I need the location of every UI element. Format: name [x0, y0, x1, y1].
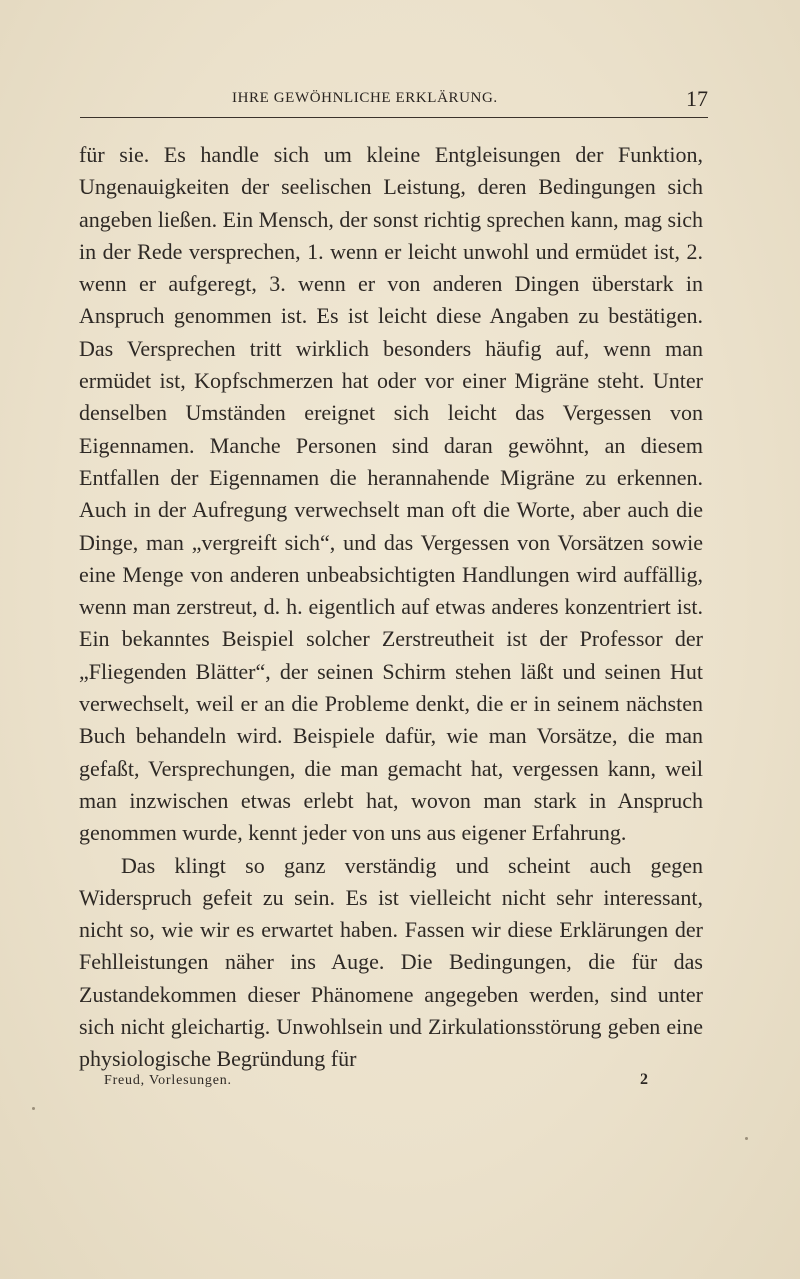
signature-number: 2: [640, 1071, 648, 1088]
printer-signature: Freud, Vorlesungen.: [104, 1073, 232, 1088]
paragraph-2: Das klingt so ganz verständig und scheint auch gegen Widerspruch gefeit zu sein. Es ist vielleicht nicht sehr interessant, nicht so, wie wir es erwartet haben. Fassen wir diese Erklärungen der Fehlleistungen näher ins Auge. Die Bedingungen, die für das Zustandekommen dieser Phänomene angegeben werden, sind unter sich nicht gleichartig. Unwohlsein und Zirkulationsstörung geben eine physiologische Begründung für: [79, 852, 703, 1072]
page-number: 17: [686, 86, 708, 111]
running-head: [80, 88, 708, 114]
body-text: [79, 139, 703, 1076]
paper-speck: [745, 1137, 748, 1140]
header-rule: [80, 117, 708, 118]
footer: [104, 1071, 648, 1093]
paper-speck: [32, 1107, 35, 1110]
paragraph-1: für sie. Es handle sich um kleine Entgleisungen der Funktion, Ungenauigkeiten der seelischen Leistung, deren Bedingungen sich angeben ließen. Ein Mensch, der sonst richtig sprechen kann, mag sich in der Rede versprechen, 1. wenn er leicht unwohl und ermüdet ist, 2. wenn er aufgeregt, 3. wenn er von anderen Dingen überstark in Anspruch genommen ist. Es ist leicht diese Angaben zu bestätigen. Das Versprechen tritt wirklich besonders häufig auf, wenn man ermüdet ist, Kopfschmerzen hat oder vor einer Migräne steht. Unter denselben Umständen ereignet sich leicht das Vergessen von Eigennamen. Manche Personen sind daran gewöhnt, an diesem Entfallen der Eigennamen die herannahende Migräne zu erkennen. Auch in der Aufregung verwechselt man oft die Worte, aber auch die Dinge, man „vergreift sich“, und das Vergessen von Vorsätzen sowie eine Menge von anderen unbeabsichtigten Handlungen wird auffällig, wenn man zerstreut, d. h. eigentlich auf etwas anderes konzentriert ist. Ein bekanntes Beispiel solcher Zerstreutheit ist der Professor der „Fliegenden Blätter“, der seinen Schirm stehen läßt und seinen Hut verwechselt, weil er an die Probleme denkt, die er in seinem nächsten Buch behandeln wird. Beispiele dafür, wie man Vorsätze, die man gefaßt, Versprechungen, die man gemacht hat, vergessen kann, weil man inzwischen etwas erlebt hat, wovon man stark in Anspruch genommen wurde, kennt jeder von uns aus eigener Erfahrung.: [79, 142, 703, 846]
running-title: IHRE GEWÖHNLICHE ERKLÄRUNG.: [232, 90, 498, 106]
